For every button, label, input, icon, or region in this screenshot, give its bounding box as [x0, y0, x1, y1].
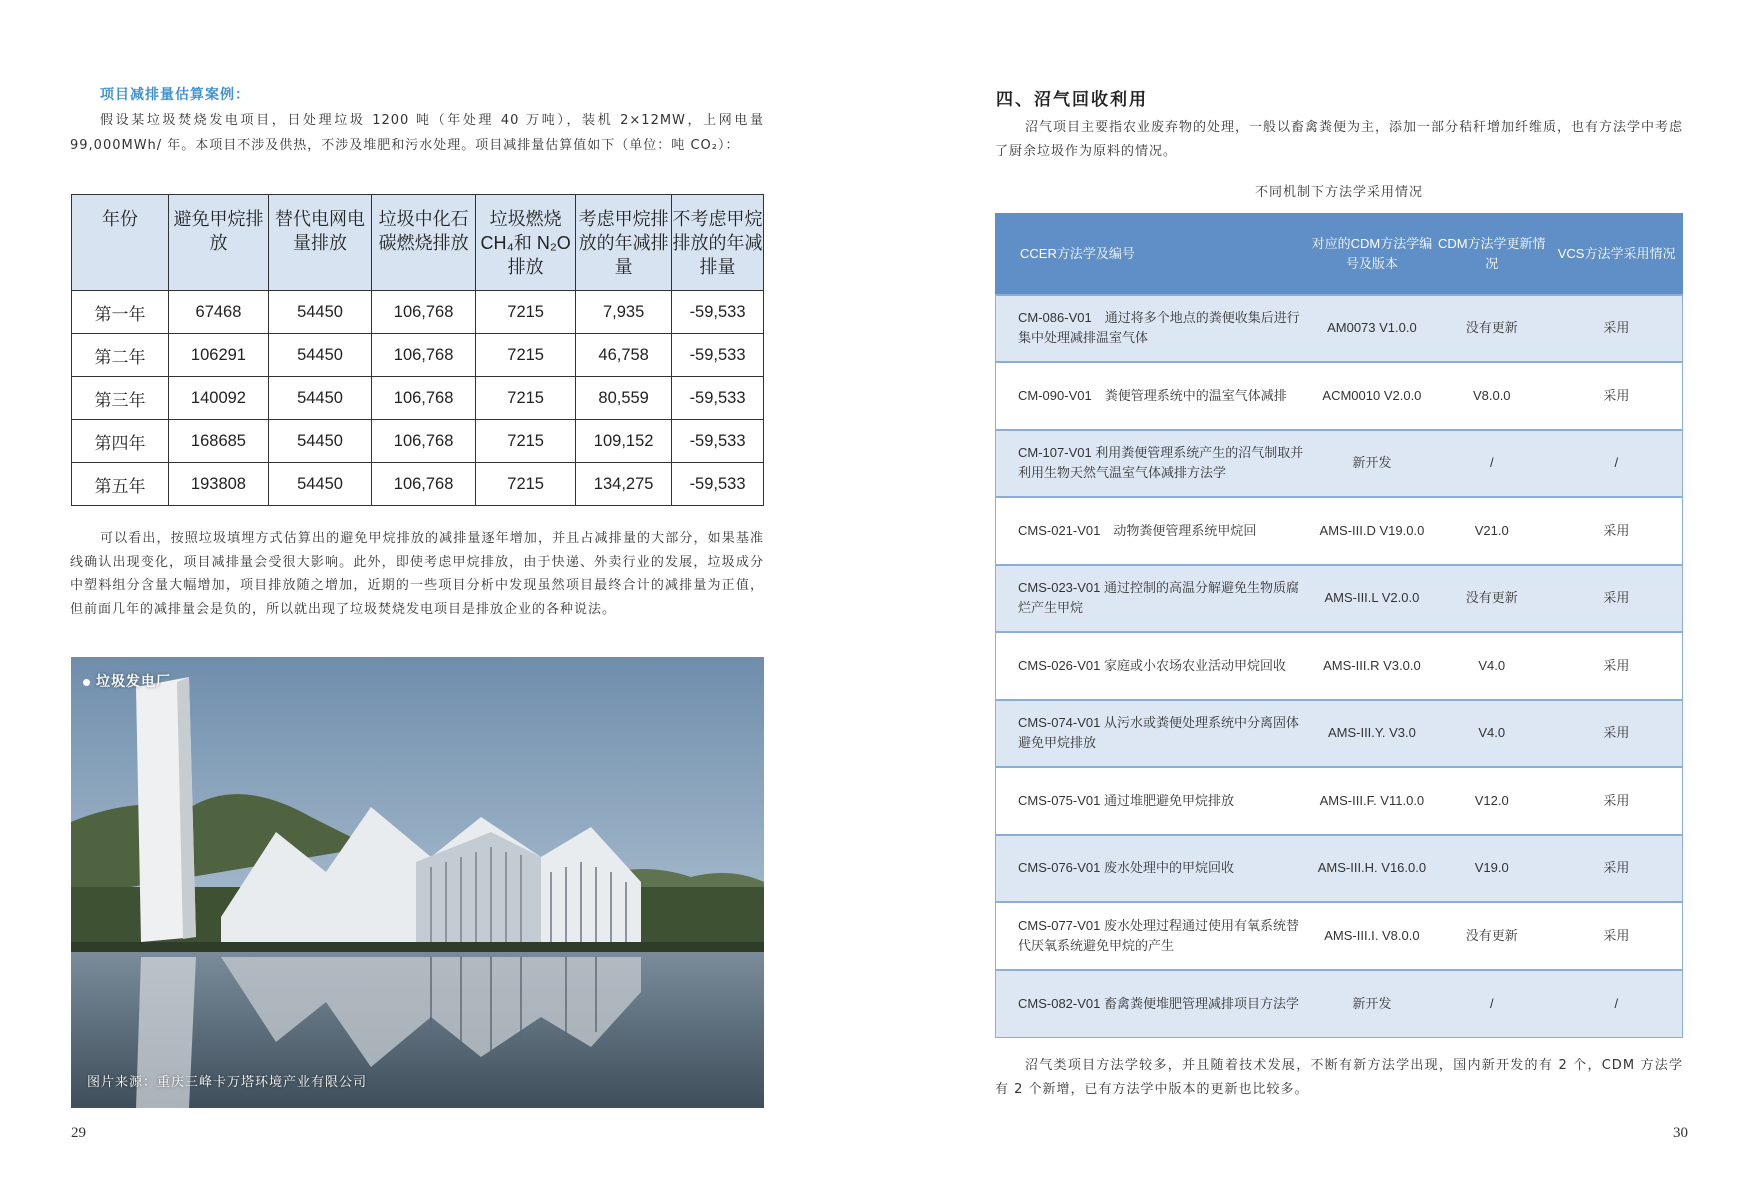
case-title: 项目减排量估算案例： — [100, 87, 250, 103]
table-cell: 7215 — [476, 420, 576, 463]
table-row — [996, 767, 1683, 835]
table-cell: 7,935 — [576, 291, 672, 334]
table-cell: 54450 — [268, 291, 371, 334]
table-cell: 106,768 — [372, 377, 476, 420]
table-cell: 7215 — [476, 463, 576, 506]
page-number: 29 — [71, 1125, 86, 1141]
table-cell: -59,533 — [672, 334, 764, 377]
biogas-intro-paragraph: 沼气项目主要指农业废弃物的处理，一般以畜禽粪便为主，添加一部分秸秆增加纤维质，也有方法学中考虑了厨余垃圾作为原料的情况。 — [995, 120, 1684, 159]
table-cell: ACM0010 V2.0.0 — [1311, 362, 1433, 430]
power-plant-photo — [71, 657, 764, 1108]
table-cell: 106,768 — [372, 291, 476, 334]
table-cell: -59,533 — [672, 420, 764, 463]
table-header-row — [996, 214, 1683, 295]
photo-label — [83, 671, 171, 691]
table-cell: 采用 — [1551, 565, 1683, 633]
table-cell: 7215 — [476, 377, 576, 420]
power-plant-illustration — [71, 657, 764, 1108]
page-number: 30 — [1673, 1125, 1688, 1141]
header-cell: 垃圾中化石碳燃烧排放 — [372, 195, 476, 291]
table-cell: 没有更新 — [1433, 565, 1551, 633]
table-cell: CMS-082-V01 畜禽粪便堆肥管理减排项目方法学 — [996, 970, 1311, 1038]
table-row — [72, 420, 764, 463]
table-row — [72, 377, 764, 420]
table-cell: 没有更新 — [1433, 295, 1551, 363]
table-row — [996, 295, 1683, 363]
header-cell: 垃圾燃烧 CH₄和 N₂O 排放 — [476, 195, 576, 291]
table-cell: 46,758 — [576, 334, 672, 377]
table-cell: 采用 — [1551, 902, 1683, 970]
table-cell: 80,559 — [576, 377, 672, 420]
photo-credit: 图片来源：重庆三峰卡万塔环境产业有限公司 — [87, 1075, 368, 1090]
table-cell: 第五年 — [72, 463, 169, 506]
table-row — [996, 565, 1683, 633]
case-intro-paragraph: 假设某垃圾焚烧发电项目，日处理垃圾 1200 吨（年处理 40 万吨），装机 2×12MW，上网电量 99,000MWh/ 年。本项目不涉及供热，不涉及堆肥和污水处理。项目减排量估算值如下（单位：吨 CO₂）： — [70, 113, 764, 153]
table-cell: 193808 — [168, 463, 268, 506]
table-cell: 67468 — [168, 291, 268, 334]
table-cell: 新开发 — [1311, 970, 1433, 1038]
table-cell: 采用 — [1551, 700, 1683, 768]
methodology-table — [995, 213, 1683, 1038]
table-cell: / — [1551, 430, 1683, 498]
table-cell: CM-107-V01 利用粪便管理系统产生的沼气制取并利用生物天然气温室气体减排方法学 — [996, 430, 1311, 498]
table-cell: V19.0 — [1433, 835, 1551, 903]
table-cell: 第一年 — [72, 291, 169, 334]
header-cell: CCER方法学及编号 — [996, 214, 1311, 295]
table-row — [72, 334, 764, 377]
table-row — [72, 291, 764, 334]
table-cell: 采用 — [1551, 295, 1683, 363]
table-cell: -59,533 — [672, 377, 764, 420]
header-cell: 对应的CDM方法学编号及版本 — [1311, 214, 1433, 295]
table-cell: 106,768 — [372, 463, 476, 506]
header-cell: CDM方法学更新情况 — [1433, 214, 1551, 295]
table-cell: CMS-076-V01 废水处理中的甲烷回收 — [996, 835, 1311, 903]
header-cell: 替代电网电量排放 — [268, 195, 371, 291]
table-cell: 7215 — [476, 334, 576, 377]
table-cell: -59,533 — [672, 291, 764, 334]
table-row — [996, 902, 1683, 970]
table-cell: CMS-026-V01 家庭或小农场农业活动甲烷回收 — [996, 632, 1311, 700]
bullet-dot-icon — [83, 679, 90, 686]
table-row — [72, 463, 764, 506]
table-cell: 106,768 — [372, 334, 476, 377]
table-cell: 采用 — [1551, 767, 1683, 835]
table-cell: 7215 — [476, 291, 576, 334]
table-cell: 109,152 — [576, 420, 672, 463]
table-cell: CMS-075-V01 通过堆肥避免甲烷排放 — [996, 767, 1311, 835]
table-cell: -59,533 — [672, 463, 764, 506]
table-cell: 采用 — [1551, 497, 1683, 565]
header-cell: VCS方法学采用情况 — [1551, 214, 1683, 295]
analysis-paragraph: 可以看出，按照垃圾填埋方式估算出的避免甲烷排放的减排量逐年增加，并且占减排量的大部分，如果基准线确认出现变化，项目减排量会受很大影响。此外，即使考虑甲烷排放，由于快递、外卖行业的发展，垃圾成分中塑料组分含量大幅增加，项目排放随之增加，近期的一些项目分析中发现虽然项目最终合计的减排量为正值，但前面几年的减排量会是负的，所以就出现了垃圾焚烧发电项目是排放企业的各种说法。 — [70, 531, 764, 617]
photo-label-text: 垃圾发电厂 — [96, 674, 171, 690]
closing-paragraph: 沼气类项目方法学较多，并且随着技术发展，不断有新方法学出现，国内新开发的有 2 个，CDM 方法学有 2 个新增，已有方法学中版本的更新也比较多。 — [995, 1058, 1683, 1097]
table-cell: / — [1551, 970, 1683, 1038]
table-cell: AMS-III.D V19.0.0 — [1311, 497, 1433, 565]
table-cell: 54450 — [268, 334, 371, 377]
table-cell: AM0073 V1.0.0 — [1311, 295, 1433, 363]
table-cell: AMS-III.I. V8.0.0 — [1311, 902, 1433, 970]
table-row — [996, 497, 1683, 565]
table-cell: AMS-III.F. V11.0.0 — [1311, 767, 1433, 835]
header-cell: 避免甲烷排放 — [168, 195, 268, 291]
table-cell: / — [1433, 970, 1551, 1038]
header-cell: 年份 — [72, 195, 169, 291]
table-cell: AMS-III.Y. V3.0 — [1311, 700, 1433, 768]
table-cell: 新开发 — [1311, 430, 1433, 498]
table-cell: 106,768 — [372, 420, 476, 463]
table-cell: V21.0 — [1433, 497, 1551, 565]
table-cell: 没有更新 — [1433, 902, 1551, 970]
section-title: 四、沼气回收利用 — [996, 90, 1148, 110]
table-header-row — [72, 195, 764, 291]
table-cell: 134,275 — [576, 463, 672, 506]
table-cell: 采用 — [1551, 362, 1683, 430]
table-cell: CMS-023-V01 通过控制的高温分解避免生物质腐烂产生甲烷 — [996, 565, 1311, 633]
table-row — [996, 362, 1683, 430]
table-cell: / — [1433, 430, 1551, 498]
table-row — [996, 835, 1683, 903]
header-cell: 不考虑甲烷排放的年减排量 — [672, 195, 764, 291]
right-page — [873, 0, 1746, 1182]
table-cell: V4.0 — [1433, 700, 1551, 768]
table-cell: AMS-III.L V2.0.0 — [1311, 565, 1433, 633]
table-row — [996, 430, 1683, 498]
table-cell: CMS-021-V01 动物粪便管理系统甲烷回 — [996, 497, 1311, 565]
table-cell: AMS-III.R V3.0.0 — [1311, 632, 1433, 700]
table-cell: 140092 — [168, 377, 268, 420]
table-cell: 采用 — [1551, 632, 1683, 700]
table-row — [996, 970, 1683, 1038]
table-cell: 54450 — [268, 463, 371, 506]
table-caption: 不同机制下方法学采用情况 — [1254, 185, 1423, 200]
table-cell: 第二年 — [72, 334, 169, 377]
table-cell: 采用 — [1551, 835, 1683, 903]
table-cell: CM-090-V01 粪便管理系统中的温室气体减排 — [996, 362, 1311, 430]
table-row — [996, 632, 1683, 700]
table-cell: CM-086-V01 通过将多个地点的粪便收集后进行集中处理减排温室气体 — [996, 295, 1311, 363]
table-cell: 54450 — [268, 377, 371, 420]
emission-estimate-table — [71, 194, 764, 506]
table-cell: CMS-077-V01 废水处理过程通过使用有氧系统替代厌氧系统避免甲烷的产生 — [996, 902, 1311, 970]
table-cell: CMS-074-V01 从污水或粪便处理系统中分离固体避免甲烷排放 — [996, 700, 1311, 768]
table-cell: AMS-III.H. V16.0.0 — [1311, 835, 1433, 903]
table-cell: V8.0.0 — [1433, 362, 1551, 430]
table-cell: 54450 — [268, 420, 371, 463]
table-cell: 第四年 — [72, 420, 169, 463]
table-cell: V12.0 — [1433, 767, 1551, 835]
table-cell: V4.0 — [1433, 632, 1551, 700]
header-cell: 考虑甲烷排放的年减排量 — [576, 195, 672, 291]
table-row — [996, 700, 1683, 768]
table-cell: 第三年 — [72, 377, 169, 420]
table-cell: 106291 — [168, 334, 268, 377]
table-cell: 168685 — [168, 420, 268, 463]
